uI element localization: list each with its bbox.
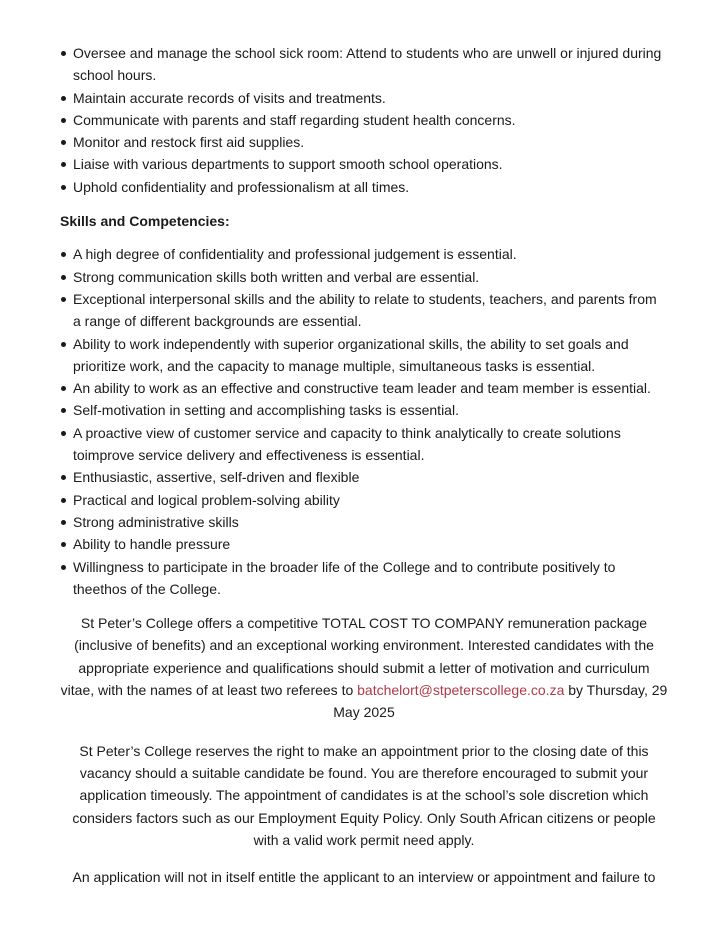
skill-item: Enthusiastic, assertive, self-driven and flexible xyxy=(60,466,668,488)
skill-item: A high degree of confidentiality and professional judgement is essential. xyxy=(60,243,668,265)
reserves-paragraph: St Peter’s College reserves the right to make an appointment prior to the closing date of this vacancy should a suitable candidate be found. You are therefore encouraged to submit your application timeously. The appointment of candidates is at the school’s sole discretion which considers factors such as our Employment Equity Policy. Only South African citizens or people with a valid work permit need apply. xyxy=(72,742,656,848)
skills-heading: Skills and Competencies: xyxy=(60,213,230,230)
skill-item: An ability to work as an effective and constructive team leader and team member is essential. xyxy=(60,377,668,399)
skill-item: Practical and logical problem-solving ability xyxy=(60,489,668,511)
duty-item: Communicate with parents and staff regarding student health concerns. xyxy=(60,109,668,131)
duty-item: Maintain accurate records of visits and treatments. xyxy=(60,87,668,109)
skill-item: Ability to handle pressure xyxy=(60,533,668,555)
closing-date-text: by Thursday, 29 May 2025 xyxy=(333,682,668,721)
skill-item: Strong administrative skills xyxy=(60,511,668,533)
skill-item: Ability to work independently with superior organizational skills, the ability to set goals and prioritize work, and the capacity to manage multiple, simultaneous tasks is essential. xyxy=(60,333,668,378)
duty-item: Liaise with various departments to support smooth school operations. xyxy=(60,153,668,175)
duty-item: Uphold confidentiality and professionalism at all times. xyxy=(60,176,668,198)
skill-item: Self-motivation in setting and accomplishing tasks is essential. xyxy=(60,399,668,421)
skill-item: A proactive view of customer service and capacity to think analytically to create solutions toimprove service delivery and effectiveness is essential. xyxy=(60,422,668,467)
email-link[interactable]: batchelort@stpeterscollege.co.za xyxy=(357,682,565,699)
application-note: An application will not in itself entitle the applicant to an interview or appointment and failure to xyxy=(72,869,656,886)
skill-item: Exceptional interpersonal skills and the ability to relate to students, teachers, and parents from a range of different backgrounds are essential. xyxy=(60,288,668,333)
duty-item: Oversee and manage the school sick room: Attend to students who are unwell or injured during school hours. xyxy=(60,42,668,87)
skill-item: Willingness to participate in the broader life of the College and to contribute positively to theethos of the College. xyxy=(60,556,668,601)
duties-list xyxy=(60,42,668,198)
duty-item: Monitor and restock first aid supplies. xyxy=(60,131,668,153)
skill-item: Strong communication skills both written and verbal are essential. xyxy=(60,266,668,288)
skills-list xyxy=(60,243,668,600)
offer-paragraph xyxy=(60,612,668,723)
offer-text: St Peter’s College offers a competitive TOTAL COST TO COMPANY remuneration package (inclusive of benefits) and an exceptional working environment. Interested candidates with the appropriate experience and qualifications should submit a letter of motivation and curriculum vitae, with the names of at least two referees to xyxy=(60,615,654,699)
